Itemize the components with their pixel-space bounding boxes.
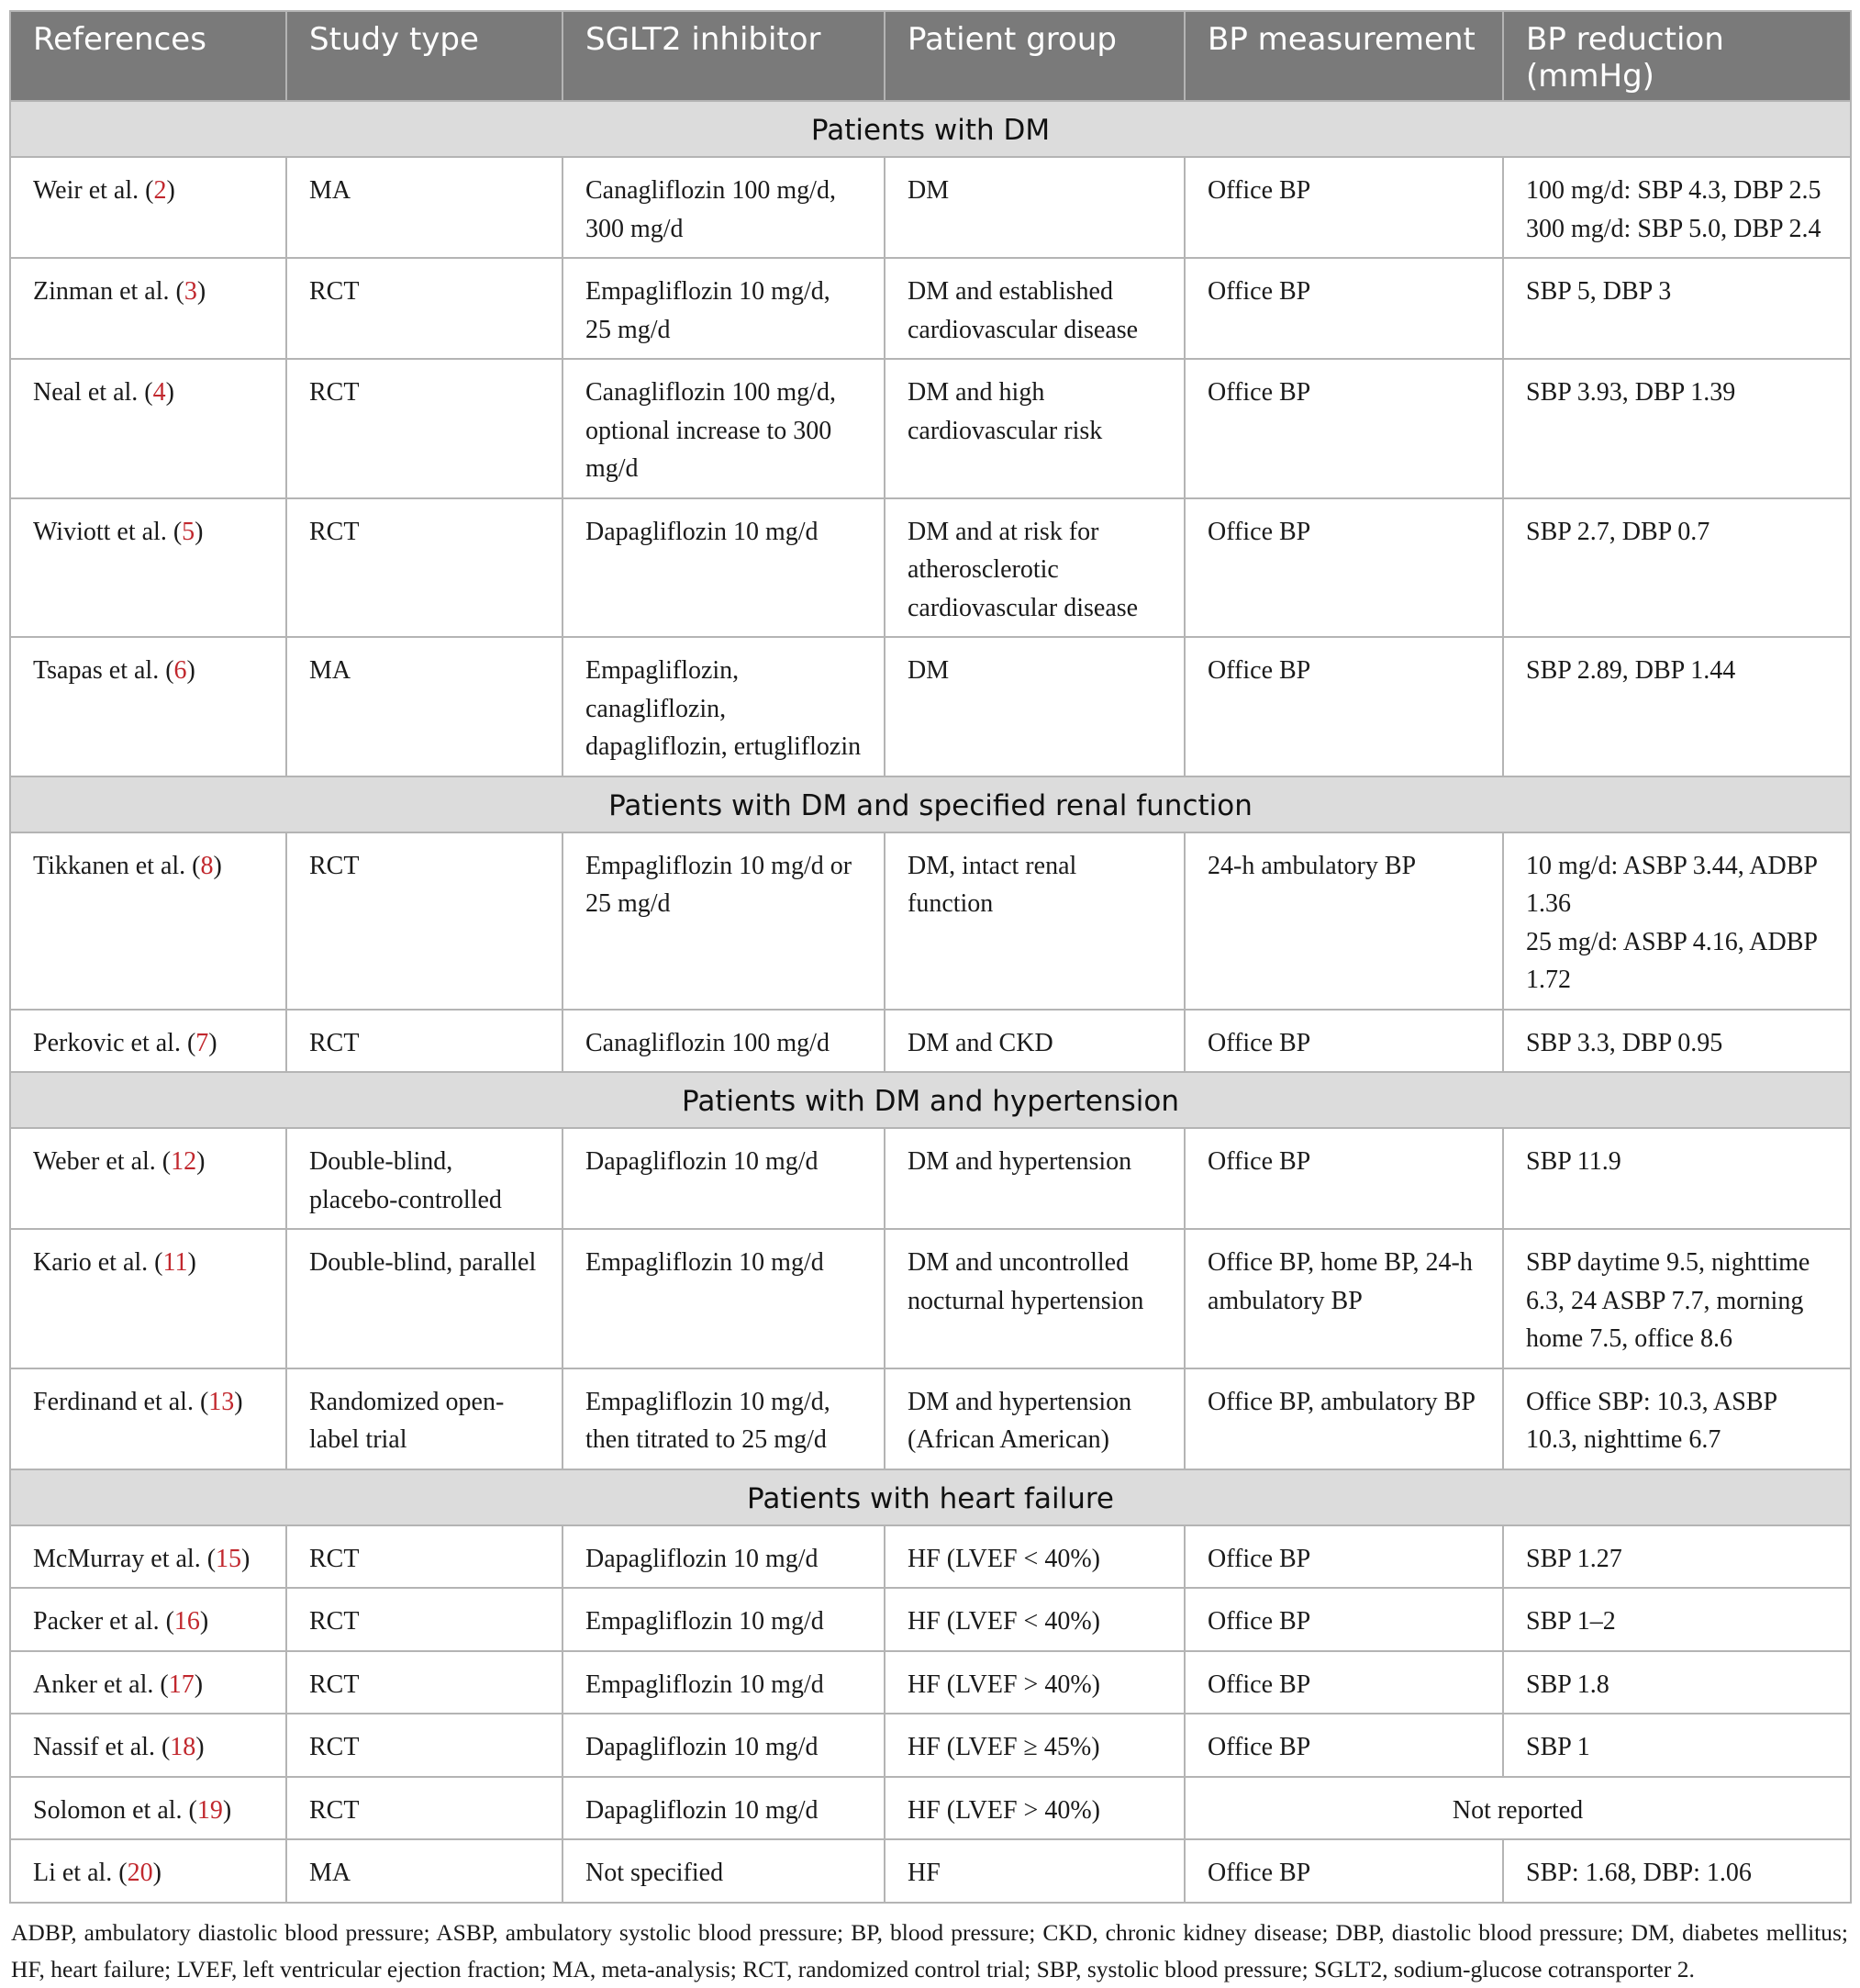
reference-cell: Solomon et al. (19) — [10, 1777, 286, 1840]
patient-group-cell: HF (LVEF < 40%) — [885, 1588, 1185, 1651]
reference-author: Zinman et al. — [33, 277, 170, 306]
inhibitor-cell: Dapagliflozin 10 mg/d — [562, 1714, 885, 1777]
study-type-cell: MA — [286, 1839, 562, 1903]
reference-cell: Ferdinand et al. (13) — [10, 1368, 286, 1469]
patient-group-cell: HF (LVEF < 40%) — [885, 1525, 1185, 1589]
inhibitor-cell: Dapagliflozin 10 mg/d — [562, 1128, 885, 1229]
section-row — [10, 776, 1851, 832]
study-type-cell: RCT — [286, 832, 562, 1010]
reference-author: Li et al. — [33, 1859, 113, 1887]
patient-group-cell: DM and at risk for atherosclerotic cardiovascular disease — [885, 498, 1185, 638]
citation-link[interactable]: 11 — [162, 1248, 188, 1277]
citation-link[interactable]: 7 — [195, 1028, 209, 1057]
bp-measurement-cell: 24-h ambulatory BP — [1185, 832, 1503, 1010]
bp-reduction-cell — [1503, 1588, 1851, 1651]
bp-reduction-cell — [1503, 1651, 1851, 1714]
table-row — [10, 1839, 1851, 1903]
bp-reduction-cell — [1503, 1368, 1851, 1469]
bp-reduction-cell — [1503, 1839, 1851, 1903]
citation-link[interactable]: 5 — [182, 517, 195, 546]
bp-reduction-line: SBP 3.3, DBP 0.95 — [1526, 1028, 1723, 1057]
bp-reduction-line: SBP 2.89, DBP 1.44 — [1526, 656, 1736, 685]
table-row — [10, 832, 1851, 1010]
patient-group-cell: DM and established cardiovascular disease — [885, 258, 1185, 359]
reference-cell: Tsapas et al. (6) — [10, 637, 286, 776]
citation-link[interactable]: 2 — [153, 176, 167, 205]
study-type-cell: MA — [286, 157, 562, 258]
inhibitor-cell: Canagliflozin 100 mg/d, 300 mg/d — [562, 157, 885, 258]
bp-measurement-cell: Office BP — [1185, 1588, 1503, 1651]
study-type-cell: RCT — [286, 1777, 562, 1840]
patient-group-cell: DM and CKD — [885, 1010, 1185, 1073]
bp-reduction-line: SBP 2.7, DBP 0.7 — [1526, 517, 1710, 546]
section-title: Patients with DM — [10, 101, 1851, 157]
bp-reduction-cell — [1503, 157, 1851, 258]
study-type-cell: RCT — [286, 498, 562, 638]
inhibitor-cell: Empagliflozin 10 mg/d — [562, 1651, 885, 1714]
bp-reduction-line: SBP 1–2 — [1526, 1607, 1616, 1636]
bp-reduction-line: SBP: 1.68, DBP: 1.06 — [1526, 1859, 1752, 1887]
study-type-cell: RCT — [286, 359, 562, 498]
study-type-cell: RCT — [286, 258, 562, 359]
reference-cell: McMurray et al. (15) — [10, 1525, 286, 1589]
inhibitor-cell: Dapagliflozin 10 mg/d — [562, 498, 885, 638]
study-type-cell: RCT — [286, 1525, 562, 1589]
bp-measurement-cell: Office BP, home BP, 24-h ambulatory BP — [1185, 1229, 1503, 1368]
reference-cell: Perkovic et al. (7) — [10, 1010, 286, 1073]
table-row — [10, 157, 1851, 258]
citation-link[interactable]: 18 — [170, 1733, 196, 1761]
inhibitor-cell: Not specified — [562, 1839, 885, 1903]
bp-measurement-cell: Office BP — [1185, 359, 1503, 498]
section-row — [10, 1469, 1851, 1525]
bp-measurement-cell: Office BP — [1185, 1010, 1503, 1073]
not-reported-cell: Not reported — [1185, 1777, 1851, 1840]
reference-cell: Packer et al. (16) — [10, 1588, 286, 1651]
header-study-type: Study type — [286, 11, 562, 101]
patient-group-cell: HF (LVEF > 40%) — [885, 1777, 1185, 1840]
table-row — [10, 498, 1851, 638]
header-row — [10, 11, 1851, 101]
bp-reduction-line: SBP 1 — [1526, 1733, 1590, 1761]
inhibitor-cell: Dapagliflozin 10 mg/d — [562, 1777, 885, 1840]
inhibitor-cell: Empagliflozin, canagliflozin, dapagliflozin, ertugliflozin — [562, 637, 885, 776]
patient-group-cell: DM and hypertension (African American) — [885, 1368, 1185, 1469]
citation-link[interactable]: 4 — [152, 378, 166, 407]
bp-measurement-cell: Office BP — [1185, 1714, 1503, 1777]
reference-author: McMurray et al. — [33, 1544, 201, 1573]
bp-measurement-cell: Office BP — [1185, 637, 1503, 776]
bp-reduction-cell — [1503, 1229, 1851, 1368]
bp-reduction-cell — [1503, 637, 1851, 776]
patient-group-cell: DM and hypertension — [885, 1128, 1185, 1229]
section-title: Patients with heart failure — [10, 1469, 1851, 1525]
patient-group-cell: DM and uncontrolled nocturnal hypertension — [885, 1229, 1185, 1368]
table-row — [10, 359, 1851, 498]
citation-link[interactable]: 3 — [184, 277, 197, 306]
bp-reduction-cell — [1503, 1714, 1851, 1777]
bp-reduction-line: SBP 1.27 — [1526, 1544, 1622, 1573]
bp-measurement-cell: Office BP — [1185, 1839, 1503, 1903]
reference-cell: Neal et al. (4) — [10, 359, 286, 498]
header-bp-measurement: BP measurement — [1185, 11, 1503, 101]
study-type-cell: RCT — [286, 1588, 562, 1651]
reference-author: Packer et al. — [33, 1607, 160, 1636]
reference-author: Wiviott et al. — [33, 517, 167, 546]
bp-measurement-cell: Office BP — [1185, 157, 1503, 258]
bp-reduction-line: 100 mg/d: SBP 4.3, DBP 2.5 — [1526, 176, 1821, 205]
citation-link[interactable]: 6 — [173, 656, 187, 685]
bp-measurement-cell: Office BP — [1185, 1651, 1503, 1714]
citation-link[interactable]: 15 — [216, 1544, 242, 1573]
citation-link[interactable]: 13 — [208, 1387, 235, 1416]
table-row — [10, 1525, 1851, 1589]
reference-author: Perkovic et al. — [33, 1028, 181, 1057]
header-bp-reduction: BP reduction (mmHg) — [1503, 11, 1851, 101]
reference-cell: Li et al. (20) — [10, 1839, 286, 1903]
header-references: References — [10, 11, 286, 101]
bp-reduction-line: SBP 3.93, DBP 1.39 — [1526, 378, 1736, 407]
reference-cell: Anker et al. (17) — [10, 1651, 286, 1714]
patient-group-cell: DM, intact renal function — [885, 832, 1185, 1010]
table-container — [9, 10, 1850, 1988]
reference-author: Tsapas et al. — [33, 656, 160, 685]
citation-link[interactable]: 8 — [200, 851, 214, 880]
header-patient-group: Patient group — [885, 11, 1185, 101]
bp-measurement-cell: Office BP — [1185, 258, 1503, 359]
citation-link[interactable]: 19 — [196, 1795, 223, 1825]
patient-group-cell: DM and high cardiovascular risk — [885, 359, 1185, 498]
patient-group-cell: DM — [885, 637, 1185, 776]
inhibitor-cell: Empagliflozin 10 mg/d or 25 mg/d — [562, 832, 885, 1010]
bp-reduction-line: SBP 1.8 — [1526, 1670, 1609, 1699]
reference-author: Neal et al. — [33, 378, 139, 407]
table-row — [10, 1777, 1851, 1840]
sglt2-bp-table — [9, 10, 1852, 1904]
reference-cell: Weber et al. (12) — [10, 1128, 286, 1229]
table-row — [10, 637, 1851, 776]
table-row — [10, 1128, 1851, 1229]
citation-link[interactable]: 20 — [127, 1859, 153, 1887]
citation-link[interactable]: 17 — [168, 1670, 195, 1699]
header-sglt2-inhibitor: SGLT2 inhibitor — [562, 11, 885, 101]
inhibitor-cell: Empagliflozin 10 mg/d, 25 mg/d — [562, 258, 885, 359]
study-type-cell: Randomized open-label trial — [286, 1368, 562, 1469]
bp-reduction-cell — [1503, 1128, 1851, 1229]
patient-group-cell: DM — [885, 157, 1185, 258]
reference-author: Anker et al. — [33, 1670, 154, 1699]
table-row — [10, 258, 1851, 359]
reference-cell: Kario et al. (11) — [10, 1229, 286, 1368]
reference-cell: Weir et al. (2) — [10, 157, 286, 258]
section-row — [10, 1072, 1851, 1128]
reference-author: Weber et al. — [33, 1147, 156, 1176]
table-row — [10, 1651, 1851, 1714]
table-row — [10, 1714, 1851, 1777]
bp-measurement-cell: Office BP — [1185, 1128, 1503, 1229]
table-footnote: ADBP, ambulatory diastolic blood pressure; ASBP, ambulatory systolic blood pressure; BP, blood pressure; CKD, chronic kidney disease; DBP, diastolic blood pressure; DM, diabetes mellitus; HF, heart failure; LVEF, left ventricular ejection fraction; MA, meta-analysis; RCT, randomized control trial; SBP, systolic blood pressure; SGLT2, sodium-glucose cotransporter 2. — [11, 1918, 1848, 1982]
bp-reduction-line: SBP 5, DBP 3 — [1526, 277, 1672, 306]
inhibitor-cell: Canagliflozin 100 mg/d — [562, 1010, 885, 1073]
inhibitor-cell: Empagliflozin 10 mg/d — [562, 1229, 885, 1368]
reference-author: Solomon et al. — [33, 1795, 183, 1825]
bp-reduction-line: SBP daytime 9.5, nighttime 6.3, 24 ASBP 7.7, morning home 7.5, office 8.6 — [1526, 1248, 1810, 1353]
table-row — [10, 1229, 1851, 1368]
bp-reduction-line: Office SBP: 10.3, ASBP 10.3, nighttime 6.7 — [1526, 1387, 1777, 1454]
reference-author: Tikkanen et al. — [33, 851, 186, 880]
section-title: Patients with DM and hypertension — [10, 1072, 1851, 1128]
study-type-cell: Double-blind, parallel — [286, 1229, 562, 1368]
bp-reduction-line: 10 mg/d: ASBP 3.44, ADBP 1.36 — [1526, 851, 1817, 918]
table-row — [10, 1368, 1851, 1469]
study-type-cell: RCT — [286, 1010, 562, 1073]
inhibitor-cell: Empagliflozin 10 mg/d — [562, 1588, 885, 1651]
bp-reduction-cell — [1503, 359, 1851, 498]
study-type-cell: RCT — [286, 1651, 562, 1714]
reference-cell: Wiviott et al. (5) — [10, 498, 286, 638]
table-row — [10, 1010, 1851, 1073]
citation-link[interactable]: 12 — [171, 1147, 197, 1176]
reference-cell: Zinman et al. (3) — [10, 258, 286, 359]
bp-measurement-cell: Office BP — [1185, 1525, 1503, 1589]
study-type-cell: MA — [286, 637, 562, 776]
table-body — [10, 101, 1851, 1903]
citation-link[interactable]: 16 — [173, 1607, 200, 1636]
patient-group-cell: HF (LVEF ≥ 45%) — [885, 1714, 1185, 1777]
bp-reduction-cell — [1503, 832, 1851, 1010]
bp-reduction-cell — [1503, 1010, 1851, 1073]
bp-reduction-cell — [1503, 258, 1851, 359]
bp-measurement-cell: Office BP, ambulatory BP — [1185, 1368, 1503, 1469]
patient-group-cell: HF (LVEF > 40%) — [885, 1651, 1185, 1714]
reference-cell: Tikkanen et al. (8) — [10, 832, 286, 1010]
reference-cell: Nassif et al. (18) — [10, 1714, 286, 1777]
reference-author: Kario et al. — [33, 1248, 149, 1277]
bp-reduction-line: 25 mg/d: ASBP 4.16, ADBP 1.72 — [1526, 927, 1817, 994]
bp-reduction-cell — [1503, 498, 1851, 638]
bp-reduction-cell — [1503, 1525, 1851, 1589]
bp-reduction-line: SBP 11.9 — [1526, 1147, 1621, 1176]
section-title: Patients with DM and specified renal function — [10, 776, 1851, 832]
table-row — [10, 1588, 1851, 1651]
reference-author: Ferdinand et al. — [33, 1387, 194, 1416]
study-type-cell: Double-blind, placebo-controlled — [286, 1128, 562, 1229]
reference-author: Weir et al. — [33, 176, 139, 205]
patient-group-cell: HF — [885, 1839, 1185, 1903]
study-type-cell: RCT — [286, 1714, 562, 1777]
section-row — [10, 101, 1851, 157]
inhibitor-cell: Dapagliflozin 10 mg/d — [562, 1525, 885, 1589]
inhibitor-cell: Canagliflozin 100 mg/d, optional increase to 300 mg/d — [562, 359, 885, 498]
inhibitor-cell: Empagliflozin 10 mg/d, then titrated to 25 mg/d — [562, 1368, 885, 1469]
bp-reduction-line: 300 mg/d: SBP 5.0, DBP 2.4 — [1526, 214, 1821, 243]
reference-author: Nassif et al. — [33, 1733, 155, 1761]
bp-measurement-cell: Office BP — [1185, 498, 1503, 638]
